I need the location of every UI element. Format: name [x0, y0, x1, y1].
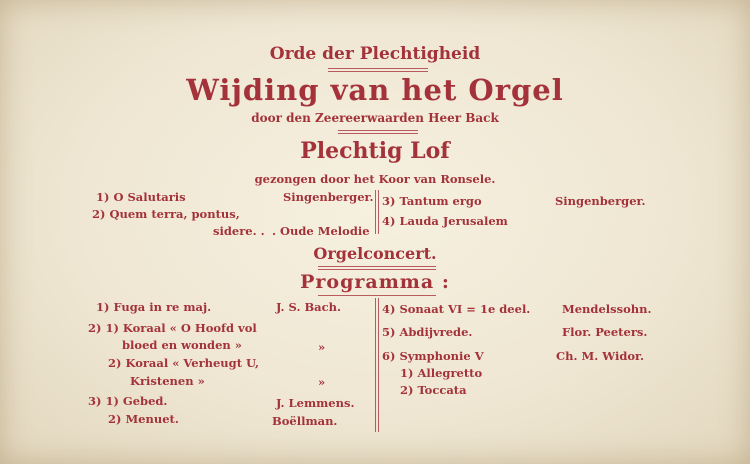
- lof-composer: Singenberger.: [283, 190, 374, 204]
- divider: [318, 269, 436, 270]
- lof-item: 2) Quem terra, pontus,: [92, 207, 240, 221]
- programma-title: Programma :: [300, 271, 450, 293]
- program-item: 6) Symphonie V: [382, 349, 484, 363]
- program-item: 1) Allegretto: [400, 366, 483, 380]
- program-composer: Ch. M. Widor.: [556, 349, 645, 363]
- main-title: Wijding van het Orgel: [186, 73, 564, 107]
- program-composer: J. Lemmens.: [276, 396, 355, 410]
- column-divider: [375, 298, 376, 432]
- program-composer: Flor. Peeters.: [562, 325, 648, 339]
- lof-composer: Singenberger.: [555, 194, 646, 208]
- lof-subtitle: gezongen door het Koor van Ronsele.: [254, 172, 496, 186]
- lof-title: Plechtig Lof: [300, 138, 450, 164]
- program-item: 2) Menuet.: [108, 412, 179, 426]
- program-item: 2) Koraal « Verheugt U,: [108, 356, 259, 370]
- program-item: 4) Sonaat VI = 1e deel.: [382, 302, 531, 316]
- program-item: 2) Toccata: [400, 383, 467, 397]
- divider: [328, 71, 428, 72]
- lof-item: 1) O Salutaris: [96, 190, 186, 204]
- divider: [318, 266, 436, 267]
- program-item: 2) 1) Koraal « O Hoofd vol: [88, 321, 257, 335]
- lof-item: 3) Tantum ergo: [382, 194, 482, 208]
- program-item: Kristenen »: [130, 374, 205, 388]
- divider: [338, 133, 418, 134]
- lof-item: sidere. .: [213, 224, 265, 238]
- subtitle: door den Zeereerwaarden Heer Back: [251, 111, 499, 125]
- divider: [338, 130, 418, 131]
- program-item: 1) Fuga in re maj.: [96, 300, 212, 314]
- program-item: 5) Abdijvrede.: [382, 325, 473, 339]
- program-composer: Mendelssohn.: [562, 302, 652, 316]
- program-composer: Boëllman.: [272, 414, 338, 428]
- concert-title: Orgelconcert.: [313, 244, 437, 263]
- column-divider: [378, 190, 379, 234]
- order-title: Orde der Plechtigheid: [269, 44, 481, 64]
- lof-composer: . Oude Melodie: [272, 224, 370, 238]
- program-item: 3) 1) Gebed.: [88, 394, 168, 408]
- program-composer: »: [318, 340, 326, 354]
- column-divider: [375, 190, 376, 234]
- column-divider: [378, 298, 379, 432]
- program-composer: J. S. Bach.: [276, 300, 341, 314]
- divider: [328, 68, 428, 69]
- program-item: bloed en wonden »: [122, 338, 242, 352]
- divider: [318, 295, 436, 296]
- lof-item: 4) Lauda Jerusalem: [382, 214, 508, 228]
- program-composer: »: [318, 375, 326, 389]
